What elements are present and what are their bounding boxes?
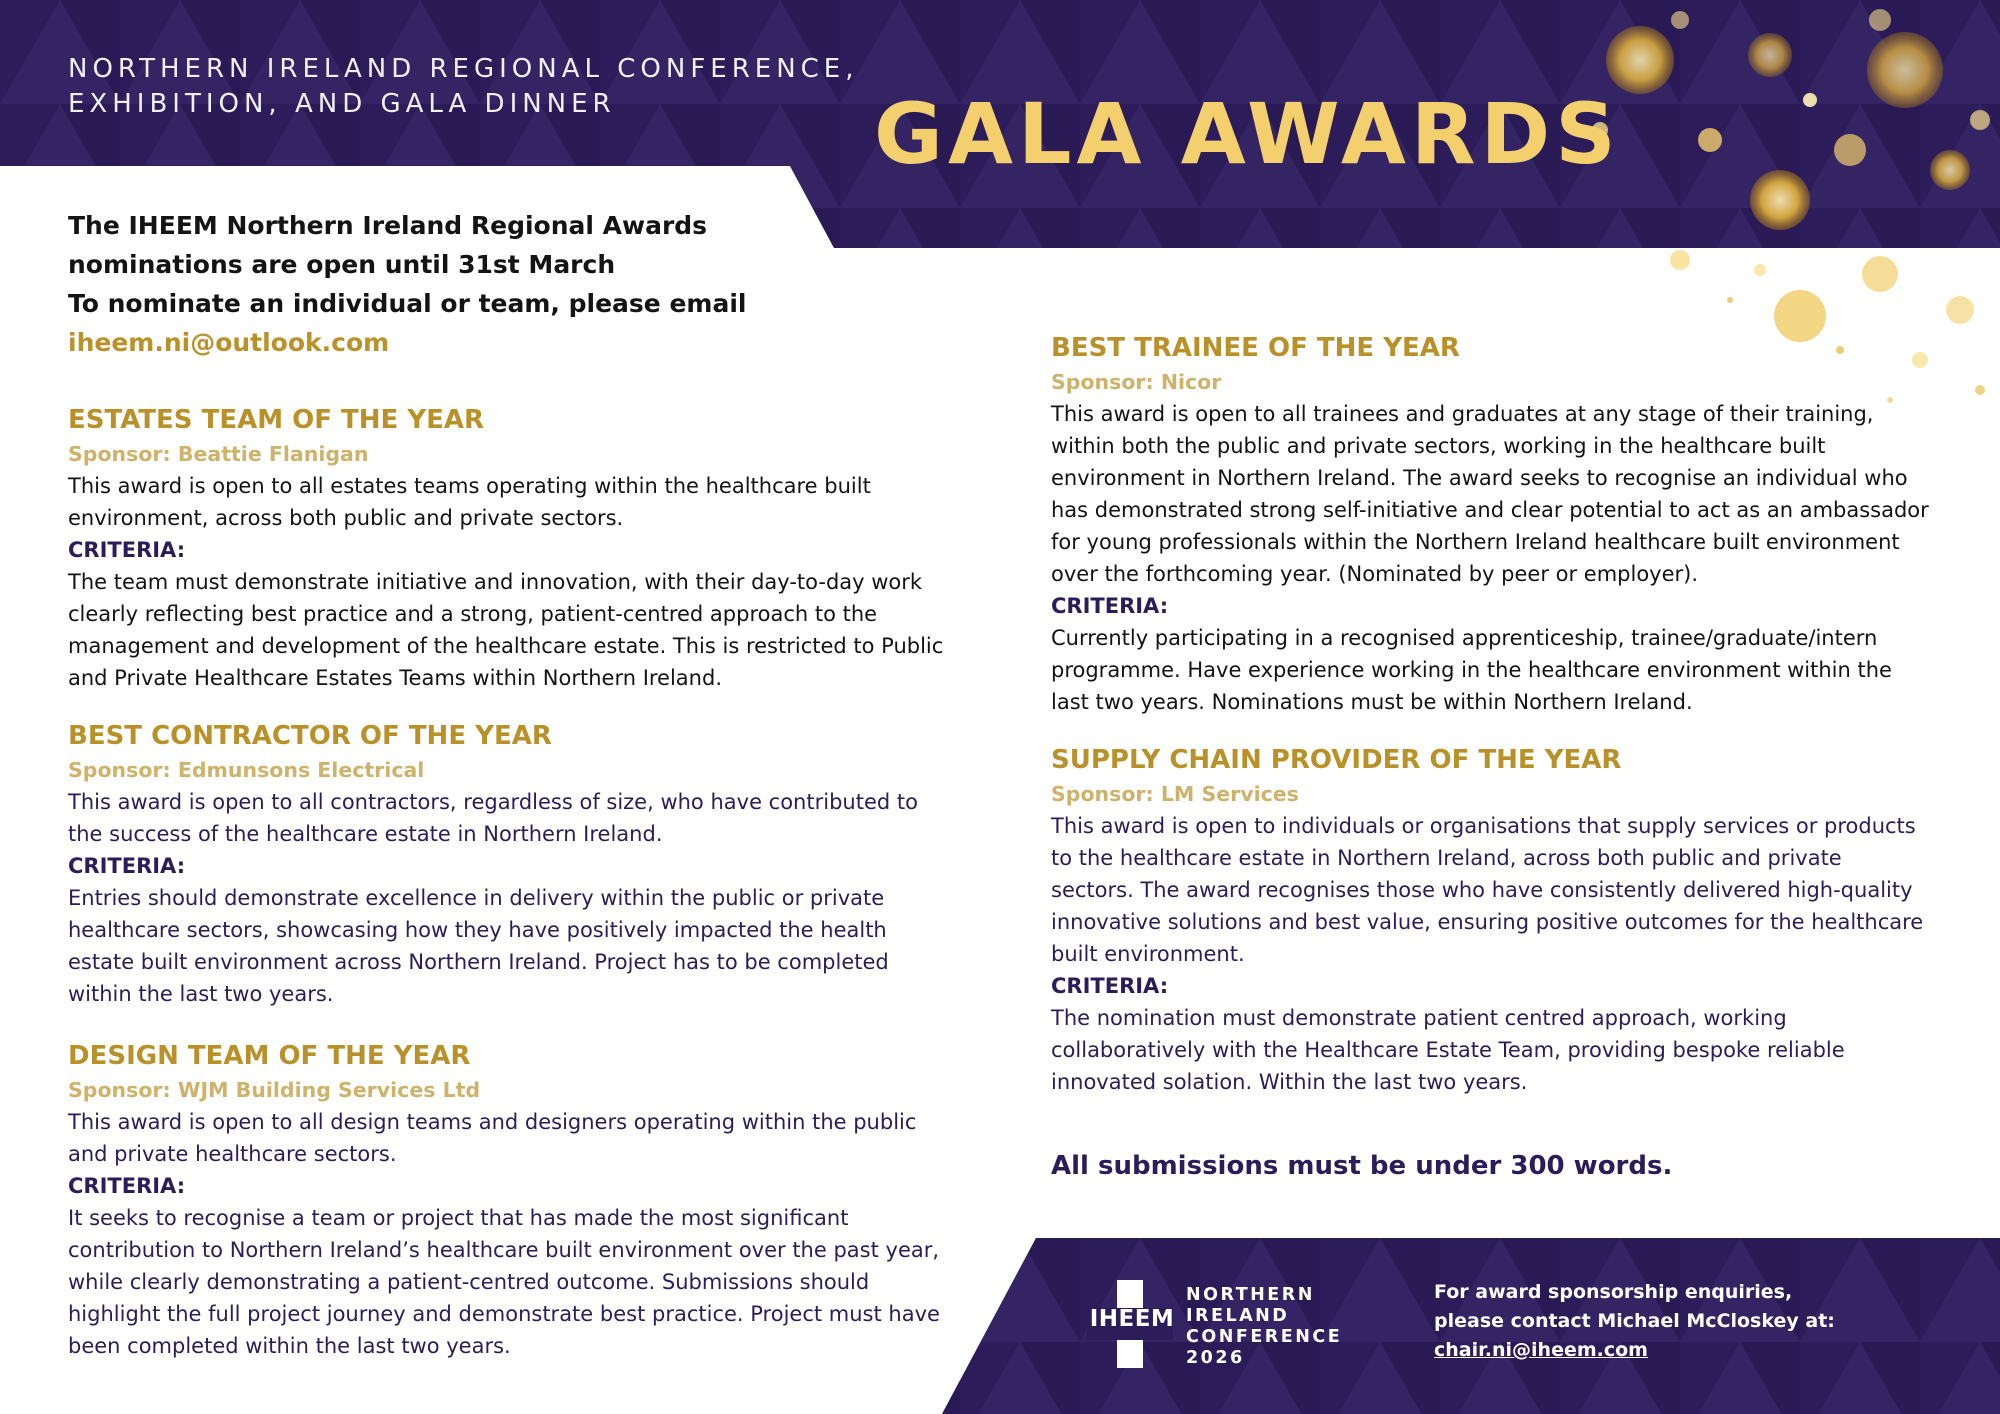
conference-line-2: IRELAND [1186, 1306, 1290, 1326]
conference-line-3: CONFERENCE [1186, 1327, 1343, 1347]
contact-line-2: please contact Michael McCloskey at: [1434, 1310, 1835, 1332]
award-title: DESIGN TEAM OF THE YEAR [68, 1041, 471, 1071]
contact-email-link[interactable]: chair.ni@iheem.com [1434, 1339, 1648, 1361]
award-sponsor: Sponsor: WJM Building Services Ltd [68, 1078, 481, 1102]
intro-block [68, 206, 828, 362]
award-criteria: The nomination must demonstrate patient centred approach, working collaboratively with the Healthcare Estate Team, providing bespoke reliable innovated solation. Within the last two years. [1051, 1006, 1845, 1094]
iheem-logo-text: IHEEM [1089, 1306, 1175, 1332]
award-sponsor: Sponsor: Nicor [1051, 370, 1222, 394]
award-title: SUPPLY CHAIN PROVIDER OF THE YEAR [1051, 745, 1622, 775]
intro-line-2: nominations are open until 31st March [68, 250, 616, 279]
gala-awards-title: GALA AWARDS [874, 85, 1621, 183]
criteria-label: CRITERIA: [68, 854, 186, 878]
event-title [68, 52, 859, 122]
award-best-trainee [1051, 330, 1931, 718]
award-criteria: Currently participating in a recognised apprenticeship, trainee/graduate/intern programme. Have experience working in the healthcare environment within the last two years. Nominations must be within Northern Ireland. [1051, 626, 1892, 714]
award-title: ESTATES TEAM OF THE YEAR [68, 405, 485, 435]
criteria-label: CRITERIA: [68, 538, 186, 562]
contact-line-1: For award sponsorship enquiries, [1434, 1281, 1793, 1303]
award-criteria: Entries should demonstrate excellence in delivery within the public or private healthcare sectors, showcasing how they have positively impacted the health estate built environment across Northern Ireland. Project has to be completed within the last two years. [68, 886, 889, 1006]
award-description: This award is open to all estates teams operating within the healthcare built environment, across both public and private sectors. [68, 474, 871, 530]
award-sponsor: Sponsor: Edmunsons Electrical [68, 758, 425, 782]
award-criteria: It seeks to recognise a team or project that has made the most significant contribution to Northern Ireland’s healthcare built environment over the past year, while clearly demonstrating a patient-centred outcome. Submissions should highlight the full project journey and demonstrate best practice. Project must have been completed within the last two years. [68, 1206, 940, 1358]
criteria-label: CRITERIA: [68, 1174, 186, 1198]
sponsorship-contact [1434, 1278, 1835, 1365]
award-description: This award is open to individuals or organisations that supply services or products to the healthcare estate in Northern Ireland, across both public and private sectors. The award recognises those who have consistently delivered high-quality innovative solutions and best value, ensuring positive outcomes for the healthcare built environment. [1051, 814, 1924, 966]
conference-line-1: NORTHERN [1186, 1285, 1315, 1305]
award-description: This award is open to all trainees and graduates at any stage of their training, within both the public and private sectors, working in the healthcare built environment in Northern Ireland. The award seeks to recognise an individual who has demonstrated strong self-initiative and clear potential to act as an ambassador for young professionals within the Northern Ireland healthcare built environment over the forthcoming year. (Nominated by peer or employer). [1051, 402, 1929, 586]
event-title-line-2: EXHIBITION, AND GALA DINNER [68, 89, 616, 119]
award-best-contractor [68, 718, 948, 1010]
intro-line-1: The IHEEM Northern Ireland Regional Awards [68, 211, 708, 240]
award-description: This award is open to all design teams and designers operating within the public and private healthcare sectors. [68, 1110, 917, 1166]
word-limit-note: All submissions must be under 300 words. [1051, 1151, 1673, 1181]
award-estates-team [68, 402, 948, 694]
award-description: This award is open to all contractors, regardless of size, who have contributed to the success of the healthcare estate in Northern Ireland. [68, 790, 918, 846]
nomination-email-link[interactable]: iheem.ni@outlook.com [68, 328, 390, 357]
award-criteria: The team must demonstrate initiative and innovation, with their day-to-day work clearly reflecting best practice and a strong, patient-centred approach to the management and development of the healthcare estate. This is restricted to Public and Private Healthcare Estates Teams within Northern Ireland. [68, 570, 944, 690]
award-sponsor: Sponsor: Beattie Flanigan [68, 442, 369, 466]
criteria-label: CRITERIA: [1051, 594, 1169, 618]
award-title: BEST CONTRACTOR OF THE YEAR [68, 721, 552, 751]
conference-label [1186, 1285, 1342, 1369]
award-supply-chain [1051, 742, 1931, 1098]
conference-line-4: 2026 [1186, 1348, 1245, 1368]
intro-line-3: To nominate an individual or team, please email [68, 289, 747, 318]
event-title-line-1: NORTHERN IRELAND REGIONAL CONFERENCE, [68, 54, 859, 84]
criteria-label: CRITERIA: [1051, 974, 1169, 998]
award-sponsor: Sponsor: LM Services [1051, 782, 1299, 806]
award-title: BEST TRAINEE OF THE YEAR [1051, 333, 1460, 363]
